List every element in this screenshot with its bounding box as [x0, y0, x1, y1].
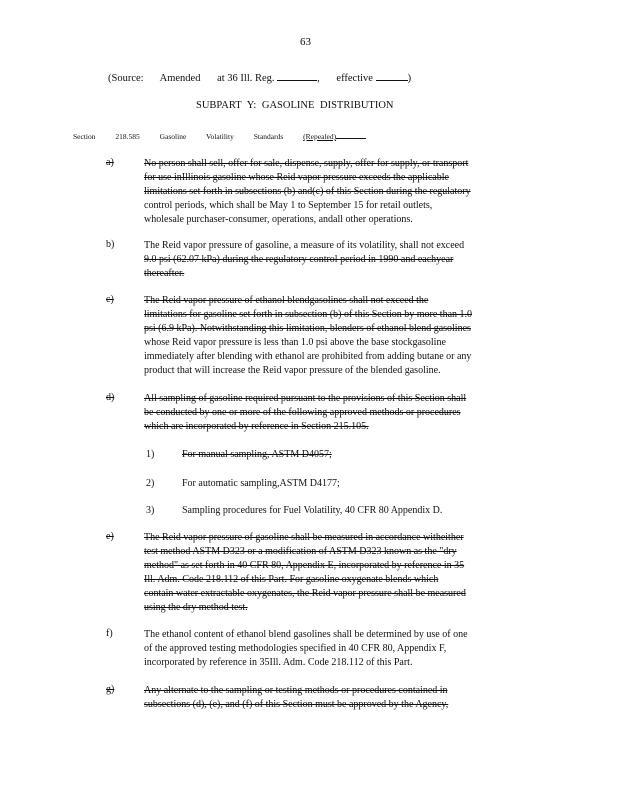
- subitem-text: Sampling procedures for Fuel Volatility, 40 CFR 80 Appendix D.: [182, 505, 443, 516]
- paragraph-text: [144, 294, 544, 378]
- paragraph-letter: a): [106, 157, 114, 168]
- section-word-3: Standards: [253, 132, 284, 141]
- source-note: (Source: Amended at 36 Ill. Reg. , effective ): [108, 73, 412, 84]
- text-line: wholesale purchaser-consumer, operations, andall other operations.: [144, 214, 413, 225]
- text-line: The ethanol content of ethanol blend gasolines shall be determined by use of one: [144, 629, 468, 640]
- text-line: using the dry method test.: [144, 602, 248, 613]
- text-line: The Reid vapor pressure of ethanol blendgasolines shall not exceed the: [144, 295, 429, 306]
- text-line: contain water extractable oxygenates, the Reid vapor pressure shall be measured: [144, 588, 466, 599]
- text-line: thereafter.: [144, 268, 185, 279]
- text-line: test method ASTM D323 or a modification of ASTM D323 known as the "dry: [144, 546, 457, 557]
- section-status: (Repealed): [303, 132, 337, 141]
- subitem-number: 3): [146, 505, 155, 516]
- paragraph-letter: e): [106, 531, 114, 542]
- paragraph-letter: d): [106, 392, 115, 403]
- effective-blank: [376, 72, 408, 81]
- paragraph-text: [144, 392, 544, 434]
- paragraph-text: [144, 531, 544, 615]
- section-word-2: Volatility: [206, 132, 234, 141]
- paragraph-text: [144, 157, 544, 227]
- subitem-3: [146, 505, 442, 516]
- text-line: psi (6.9 kPa). Notwithstanding this limitation, blenders of ethanol blend gasolines: [144, 323, 471, 334]
- text-line: control periods, which shall be May 1 to September 15 for retail outlets,: [144, 200, 433, 211]
- register-blank: [277, 72, 317, 81]
- text-line: limitations for gasoline set forth in subsection (b) of this Section by more than 1.0: [144, 309, 473, 320]
- subitem-text: For manual sampling, ASTM D4057;: [182, 449, 332, 460]
- subpart-title: SUBPART Y: GASOLINE DISTRIBUTION: [196, 100, 394, 111]
- text-line: limitations set forth in subsections (b) and(c) of this Section during the regulatory: [144, 186, 471, 197]
- source-close: ): [407, 73, 412, 84]
- section-heading: [73, 130, 384, 141]
- text-line: subsections (d), (e), and (f) of this Section must be approved by the Agency,: [144, 699, 449, 710]
- text-line: immediately after blending with ethanol are prohibited from adding butane or any: [144, 351, 472, 362]
- subitem-number: 1): [146, 449, 155, 460]
- text-line: method" as set forth in 40 CFR 80, Appendix E, incorporated by reference in 35: [144, 560, 465, 571]
- section-label: Section: [73, 132, 96, 141]
- subitem-number: 2): [146, 478, 155, 489]
- text-line: 9.0 psi (62.07 kPa) during the regulatory control period in 1990 and eachyear: [144, 254, 454, 265]
- section-number: 218.585: [115, 132, 140, 141]
- text-line: for use inIllinois gasoline whose Reid vapor pressure exceeds the applicable: [144, 172, 449, 183]
- text-line: product that will increase the Reid vapor pressure of the blended gasoline.: [144, 365, 441, 376]
- text-line: be conducted by one or more of the following approved methods or procedures: [144, 407, 461, 418]
- text-line: No person shall sell, offer for sale, dispense, supply, offer for supply, or transport: [144, 158, 469, 169]
- paragraph-letter: g): [106, 684, 115, 695]
- text-line: incorporated by reference in 35Ill. Adm. Code 218.112 of this Part.: [144, 657, 413, 668]
- subitem-1: [146, 449, 332, 460]
- source-amended: Amended: [159, 73, 201, 84]
- paragraph-text: [144, 239, 544, 281]
- source-at: at 36 Ill. Reg.: [217, 73, 275, 84]
- text-line: The Reid vapor pressure of gasoline, a measure of its volatility, shall not exceed: [144, 240, 465, 251]
- paragraph-letter: c): [106, 294, 114, 305]
- paragraph-text: [144, 684, 544, 712]
- paragraph-letter: f): [106, 628, 113, 639]
- paragraph-text: [144, 628, 544, 670]
- page-number: 63: [300, 36, 311, 48]
- subitem-text: For automatic sampling,ASTM D4177;: [182, 478, 340, 489]
- text-line: The Reid vapor pressure of gasoline shall be measured in accordance witheither: [144, 532, 464, 543]
- source-label: (Source:: [108, 73, 144, 84]
- text-line: which are incorporated by reference in Section 215.105.: [144, 421, 369, 432]
- subitem-2: [146, 478, 340, 489]
- text-line: whose Reid vapor pressure is less than 1.0 psi above the base stockgasoline: [144, 337, 446, 348]
- text-line: of the approved testing methodologies specified in 40 CFR 80, Appendix F,: [144, 643, 447, 654]
- section-word-1: Gasoline: [159, 132, 187, 141]
- status-underline: [336, 130, 366, 139]
- source-effective: effective: [336, 73, 373, 84]
- text-line: Any alternate to the sampling or testing methods or procedures contained in: [144, 685, 448, 696]
- text-line: All sampling of gasoline required pursuant to the provisions of this Section shall: [144, 393, 467, 404]
- text-line: Ill. Adm. Code 218.112 of this Part. For gasoline oxygenate blends which: [144, 574, 439, 585]
- paragraph-letter: b): [106, 239, 115, 250]
